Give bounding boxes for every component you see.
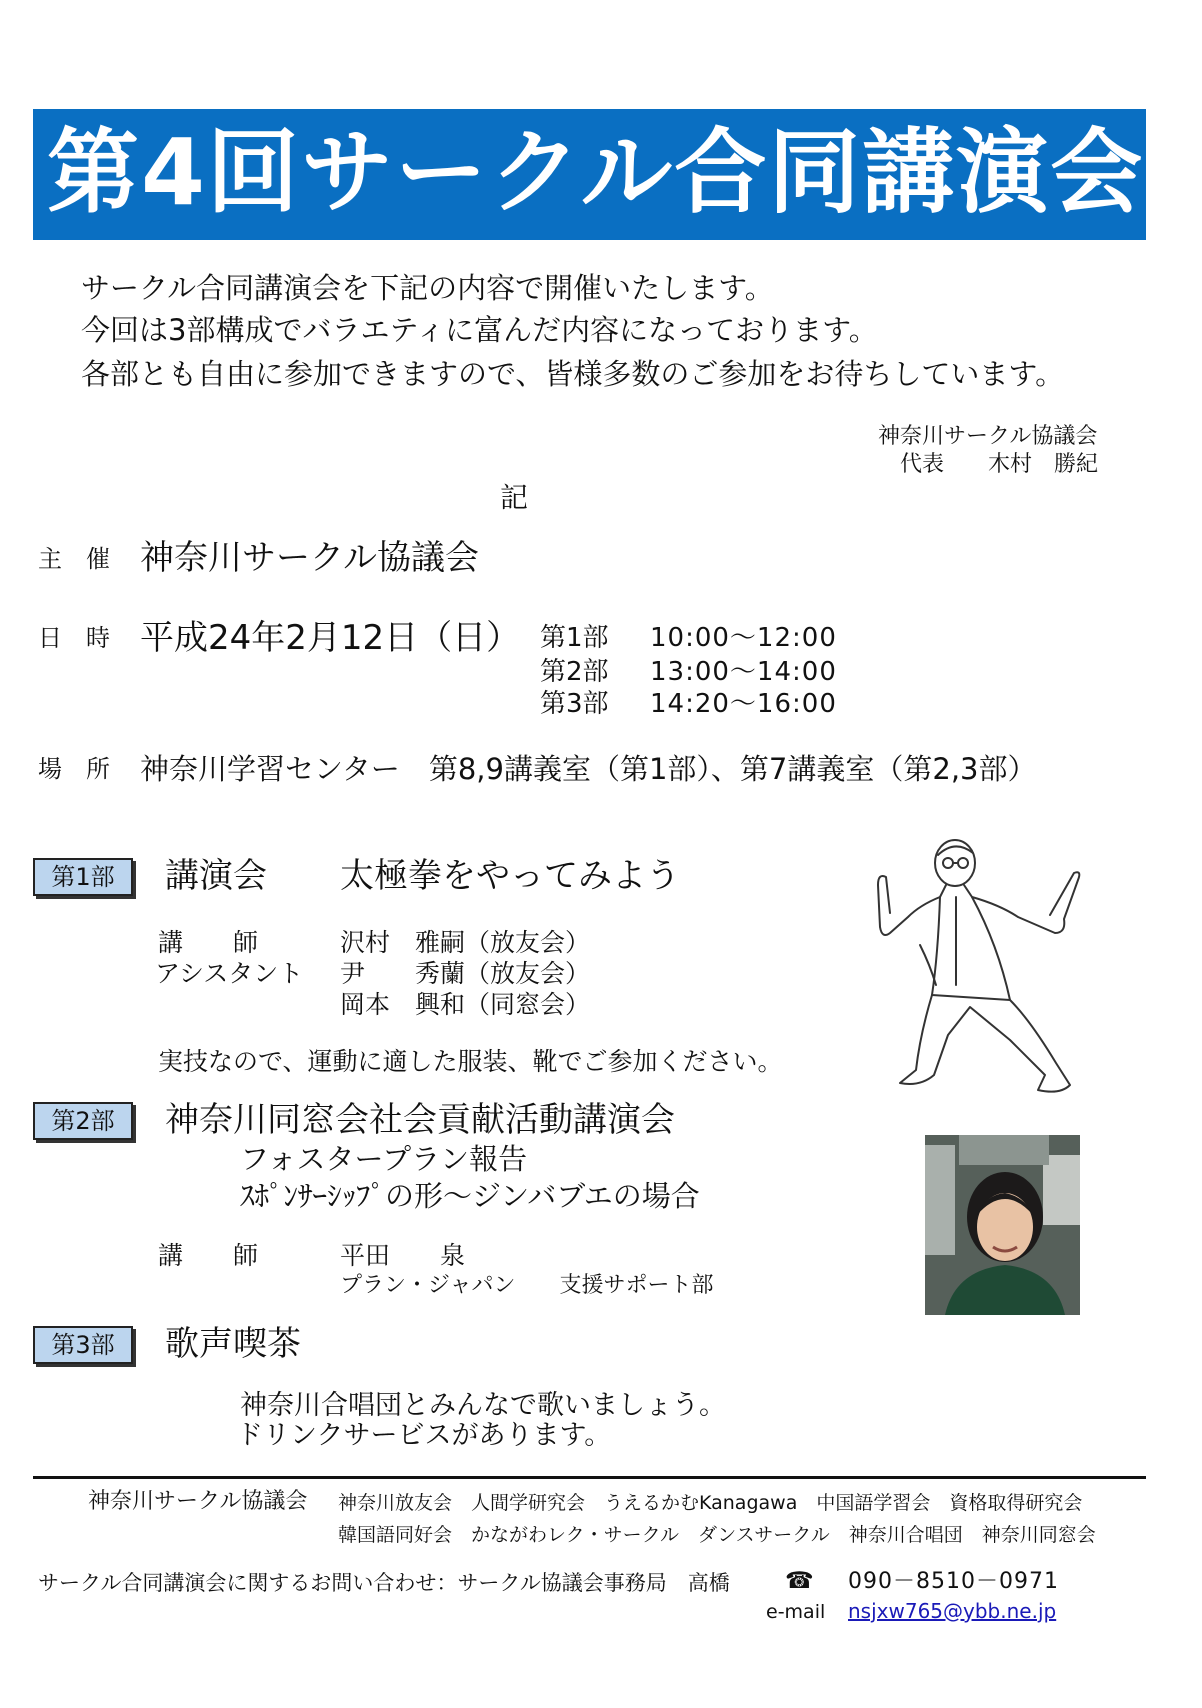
part1-lecturer-label: 講 師: [158, 928, 259, 957]
part1-subtitle: 太極拳をやってみよう: [340, 856, 680, 896]
part2-affiliation: プラン・ジャパン 支援サポート部: [340, 1273, 714, 1298]
part3-tag: 第3部: [33, 1326, 133, 1364]
part3-line-1: 神奈川合唱団とみんなで歌いましょう。: [240, 1390, 726, 1421]
session-2-name: 第2部: [540, 657, 609, 687]
footer-circles-line-1: 神奈川放友会 人間学研究会 うえるかむKanagawa 中国語学習会 資格取得研究会: [338, 1492, 1083, 1514]
speaker-photo-image: [925, 1135, 1080, 1315]
part1-person-3: 岡本 興和（同窓会）: [340, 990, 591, 1019]
part2-line-2: ｽﾎﾟﾝｻｰｼｯﾌﾟの形～ジンバブエの場合: [240, 1179, 700, 1213]
intro-line-3: 各部とも自由に参加できますので、皆様多数のご参加をお待ちしています。: [81, 357, 1065, 391]
intro-line-1: サークル合同講演会を下記の内容で開催いたします。: [81, 271, 774, 305]
place-label: 場 所: [38, 755, 110, 783]
footer-email-label: e-mail: [766, 1601, 826, 1623]
event-date: 平成24年2月12日（日）: [140, 618, 521, 658]
session-3-time: 14:20～16:00: [650, 689, 837, 719]
intro-line-2: 今回は3部構成でバラエティに富んだ内容になっております。: [81, 313, 878, 347]
place-value: 神奈川学習センター 第8,9講義室（第1部）、第7講義室（第2,3部）: [140, 752, 1037, 786]
session-1-time: 10:00～12:00: [650, 623, 837, 653]
part1-person-1: 沢村 雅嗣（放友会）: [340, 928, 591, 957]
footer-circles-line-2: 韓国語同好会 かながわレク・サークル ダンスサークル 神奈川合唱団 神奈川同窓会: [338, 1524, 1096, 1546]
part2-lecturer: 平田 泉: [340, 1241, 466, 1270]
footer-phone: 090－8510－0971: [848, 1569, 1059, 1594]
host-label: 主 催: [38, 545, 110, 573]
footer-email-link[interactable]: nsjxw765@ybb.ne.jp: [848, 1599, 1057, 1623]
part1-assistant-label: アシスタント: [155, 959, 304, 988]
part1-heading: 講演会: [165, 856, 267, 896]
datetime-label: 日 時: [38, 624, 110, 652]
session-2-time: 13:00～14:00: [650, 657, 837, 687]
host-value: 神奈川サークル協議会: [140, 538, 479, 578]
part1-note: 実技なので、運動に適した服装、靴でご参加ください。: [158, 1047, 783, 1076]
part2-line-1: フォスタープラン報告: [240, 1142, 528, 1176]
part2-lecturer-label: 講 師: [158, 1241, 259, 1270]
title-banner: [33, 109, 1146, 240]
signature-rep: 代表 木村 勝紀: [900, 452, 1099, 477]
speaker-photo: [925, 1135, 1080, 1315]
session-1-name: 第1部: [540, 623, 609, 653]
ki-heading: 記: [500, 481, 529, 514]
footer-council: 神奈川サークル協議会: [88, 1489, 308, 1514]
session-3-name: 第3部: [540, 689, 609, 719]
signature-org: 神奈川サークル協議会: [878, 424, 1098, 449]
tai-chi-illustration: [860, 835, 1110, 1105]
part1-person-2: 尹 秀蘭（放友会）: [340, 959, 591, 988]
part1-tag: 第1部: [33, 858, 133, 896]
footer-divider: [33, 1476, 1146, 1479]
phone-icon: ☎: [785, 1568, 814, 1594]
part3-heading: 歌声喫茶: [165, 1324, 301, 1364]
footer-contact: サークル合同講演会に関するお問い合わせ：サークル協議会事務局 高橋: [38, 1571, 730, 1595]
part3-line-2: ドリンクサービスがあります。: [236, 1420, 612, 1451]
part2-heading: 神奈川同窓会社会貢献活動講演会: [165, 1100, 675, 1140]
part2-tag: 第2部: [33, 1102, 133, 1140]
page-title: 第4回サークル合同講演会: [47, 119, 1145, 226]
